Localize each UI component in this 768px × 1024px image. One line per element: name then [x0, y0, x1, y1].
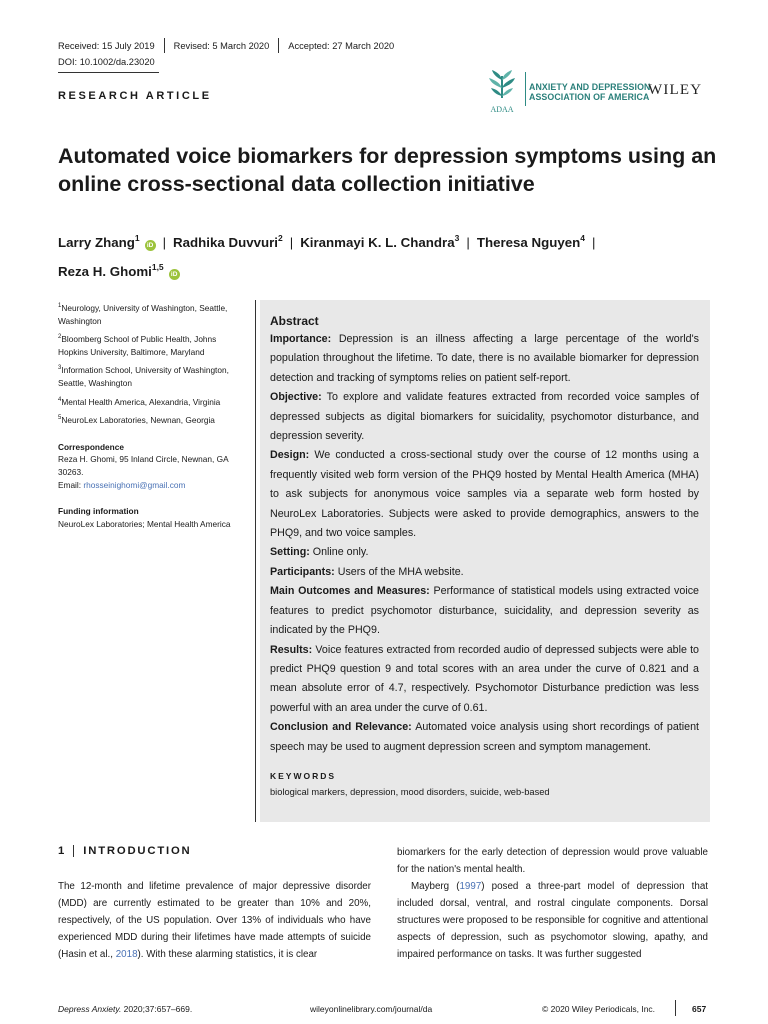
society-name-line1: ANXIETY AND DEPRESSION	[529, 82, 651, 92]
publisher-logo: WILEY	[648, 82, 703, 98]
affiliation: $^2$Bloomberg School of Public Health, Johns Hopkins University, Baltimore, Maryland	[58, 334, 217, 357]
abstract-section: Participants: Users of the MHA website.	[270, 565, 464, 578]
orcid-icon[interactable]: iD	[169, 269, 180, 280]
revised-date: Revised: 5 March 2020	[173, 40, 270, 51]
abstract-section: Conclusion and Relevance: Automated voice analysis using short recordings of patient speech may be used to augment depression screen and symptom management.	[270, 721, 699, 753]
section-number: 1	[58, 845, 65, 857]
abstract-body	[270, 330, 699, 757]
paragraph: The 12-month and lifetime prevalence of major depressive disorder (MDD) are currently estimated to be greater than 10% and 20%, respectively, of the US population. Over 13% of individuals who have experienced MDD during their lifetimes have made attempts of suicide (Hasin et al., 2018). With these alarming statistics, it is clear	[58, 881, 371, 960]
abstract-section: Setting: Online only.	[270, 546, 369, 559]
author-list	[58, 226, 718, 284]
publisher-logos	[485, 68, 715, 114]
keywords-heading: KEYWORDS	[270, 770, 337, 781]
abstract-box	[260, 300, 710, 822]
author-separator: |	[466, 235, 470, 250]
correspondence-email: Email: rhosseinighomi@gmail.com	[58, 479, 186, 490]
author[interactable]: Radhika Duvvuri$^2$	[173, 233, 283, 250]
orcid-icon[interactable]: iD	[145, 240, 156, 251]
date-separator	[164, 38, 165, 53]
abstract-section: Design: We conducted a cross-sectional study over the course of 12 months using a frequently visited web form version of the PHQ9 hosted by Mental Health America (MHA) to ask subjects for anonymous voice samples via a separate web form hosted by NeuroLex Laboratories. Subjects were asked to provide demographics, answers to the PHQ9, and two voice samples.	[270, 449, 699, 540]
affiliation: $^3$Information School, University of Washington, Seattle, Washington	[58, 365, 229, 388]
adaa-logo-icon	[485, 68, 519, 114]
paragraph: biomarkers for the early detection of depression would prove valuable for the nation's mental health.	[397, 847, 708, 875]
citation-link[interactable]: 2018	[115, 949, 138, 960]
paragraph: Mayberg (1997) posed a three-part model of depression that included dorsal, ventral, and rostral cingulate components. Dorsal structures were proposed to be responsible for cognitive and attentional aspects of depression, such as psychomotor slowing, apathy, and impaired performance on tasks. It was further suggested	[397, 881, 708, 960]
article-type: RESEARCH ARTICLE	[58, 90, 212, 102]
header-rule	[58, 72, 159, 73]
accepted-date: Accepted: 27 March 2020	[288, 40, 395, 51]
page-number: 657	[692, 1004, 707, 1014]
correspondence-address: Reza H. Ghomi, 95 Inland Circle, Newnan, GA 30263.	[58, 454, 229, 477]
footer-separator	[675, 1000, 676, 1016]
society-name-line2: ASSOCIATION OF AMERICA	[529, 92, 650, 102]
logo-divider	[525, 72, 526, 106]
abstract-section: Results: Voice features extracted from recorded audio of depressed subjects were able to predict PHQ9 question 9 and total scores with an area under the curve of 0.821 and a mean absolute error of 4.7, respectively. Psychomotor Disturbance prediction was less powerful with an area under the curve of 0.61.	[270, 643, 699, 714]
funding-text: NeuroLex Laboratories; Mental Health America	[58, 518, 231, 529]
body-column-left	[58, 878, 371, 963]
author-separator: |	[289, 235, 294, 250]
keywords-list: biological markers, depression, mood disorders, suicide, web-based	[270, 786, 550, 797]
abstract-section: Importance: Depression is an illness affecting a large percentage of the world's population throughout the lifetime. To date, there is no available biomarker for depression detection and tracking of symptoms relies on patient self-report.	[270, 333, 699, 384]
abstract-heading: Abstract	[270, 314, 319, 328]
article-dates	[58, 38, 394, 53]
society-name	[529, 82, 650, 102]
abstract-section: Objective: To explore and validate features extracted from recorded voice samples of depressed subjects as digital biomarkers for suicidality, psychomotor disturbance, and depression severity.	[270, 391, 699, 443]
abstract-section: Main Outcomes and Measures: Performance of statistical models using extracted voice features to predict psychomotor disturbance, suicidality, and depression severity as indicated by the PHQ9.	[270, 585, 699, 637]
affiliation: $^5$NeuroLex Laboratories, Newnan, Georgia	[58, 415, 215, 426]
svg-text:ADAA: ADAA	[490, 105, 514, 114]
affiliation: $^4$Mental Health America, Alexandria, Virginia	[58, 396, 221, 407]
correspondence-heading: Correspondence	[58, 441, 124, 452]
column-divider	[255, 300, 256, 822]
section-separator	[73, 845, 74, 857]
author[interactable]: Theresa Nguyen$^4$	[476, 233, 586, 250]
copyright: © 2020 Wiley Periodicals, Inc.	[542, 1004, 656, 1014]
citation-link[interactable]: 1997	[459, 881, 482, 892]
email-link[interactable]: rhosseinighomi@gmail.com	[83, 479, 186, 490]
author[interactable]: Kiranmayi K. L. Chandra$^3$	[300, 233, 460, 250]
received-date: Received: 15 July 2019	[58, 40, 155, 51]
affiliation: $^1$Neurology, University of Washington, Seattle, Washington	[58, 303, 228, 326]
author-separator: |	[162, 235, 167, 250]
journal-citation: Depress Anxiety. 2020;37:657–669.	[58, 1004, 193, 1014]
section-heading	[58, 845, 192, 857]
funding-heading: Funding information	[58, 506, 139, 517]
author[interactable]: Larry Zhang$^1$	[58, 233, 140, 250]
affiliations-column	[58, 300, 248, 534]
section-title: INTRODUCTION	[83, 845, 192, 857]
author-separator: |	[592, 235, 596, 250]
article-title: Automated voice biomarkers for depression symptoms using an online cross-sectional data collection initiative	[58, 144, 717, 196]
body-column-right	[397, 844, 708, 963]
author[interactable]: Reza H. Ghomi$^{1,5}$	[58, 262, 164, 279]
doi: DOI: 10.1002/da.23020	[58, 57, 155, 67]
date-separator	[278, 38, 279, 53]
journal-url[interactable]: wileyonlinelibrary.com/journal/da	[310, 1004, 433, 1014]
